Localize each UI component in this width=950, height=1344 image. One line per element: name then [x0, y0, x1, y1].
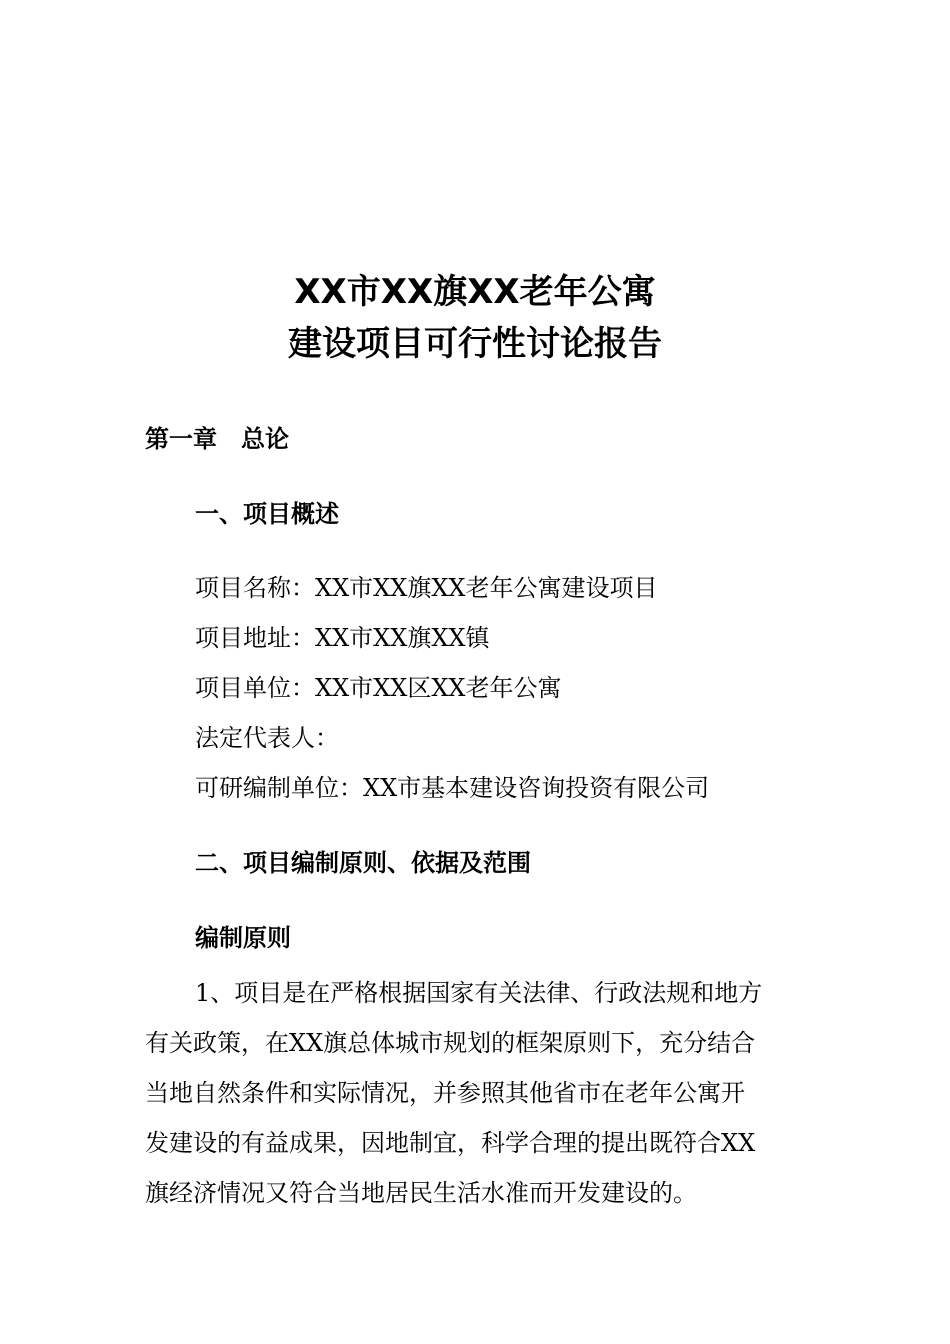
chapter-heading: 第一章 总论: [145, 425, 289, 453]
paragraph-line: 1、项目是在严格根据国家有关法律、行政法规和地方: [195, 979, 763, 1007]
paragraph-line: 发建设的有益成果，因地制宜，科学合理的提出既符合XX: [145, 1129, 756, 1157]
document-title-line-1: XX市XX旗XX老年公寓: [294, 272, 656, 312]
sub-heading-compiling-principles: 编制原则: [195, 924, 291, 952]
paragraph-line: 当地自然条件和实际情况，并参照其他省市在老年公寓开: [145, 1079, 745, 1107]
principle-paragraph: [145, 968, 800, 1218]
paragraph-line: 旗经济情况又符合当地居民生活水准而开发建设的。: [145, 1179, 697, 1207]
compiling-unit-line: 可研编制单位：XX市基本建设咨询投资有限公司: [195, 774, 710, 802]
section-heading-principles: 二、项目编制原则、依据及范围: [195, 849, 531, 877]
project-address-line: 项目地址：XX市XX旗XX镇: [195, 624, 490, 652]
project-unit-line: 项目单位：XX市XX区XX老年公寓: [195, 674, 562, 702]
legal-representative-line: 法定代表人：: [195, 724, 339, 752]
document-title-line-2: 建设项目可行性讨论报告: [288, 324, 662, 364]
paragraph-line: 有关政策，在XX旗总体城市规划的框架原则下，充分结合: [145, 1029, 756, 1057]
project-name-line: 项目名称：XX市XX旗XX老年公寓建设项目: [195, 574, 658, 602]
section-heading-overview: 一、项目概述: [195, 500, 339, 528]
